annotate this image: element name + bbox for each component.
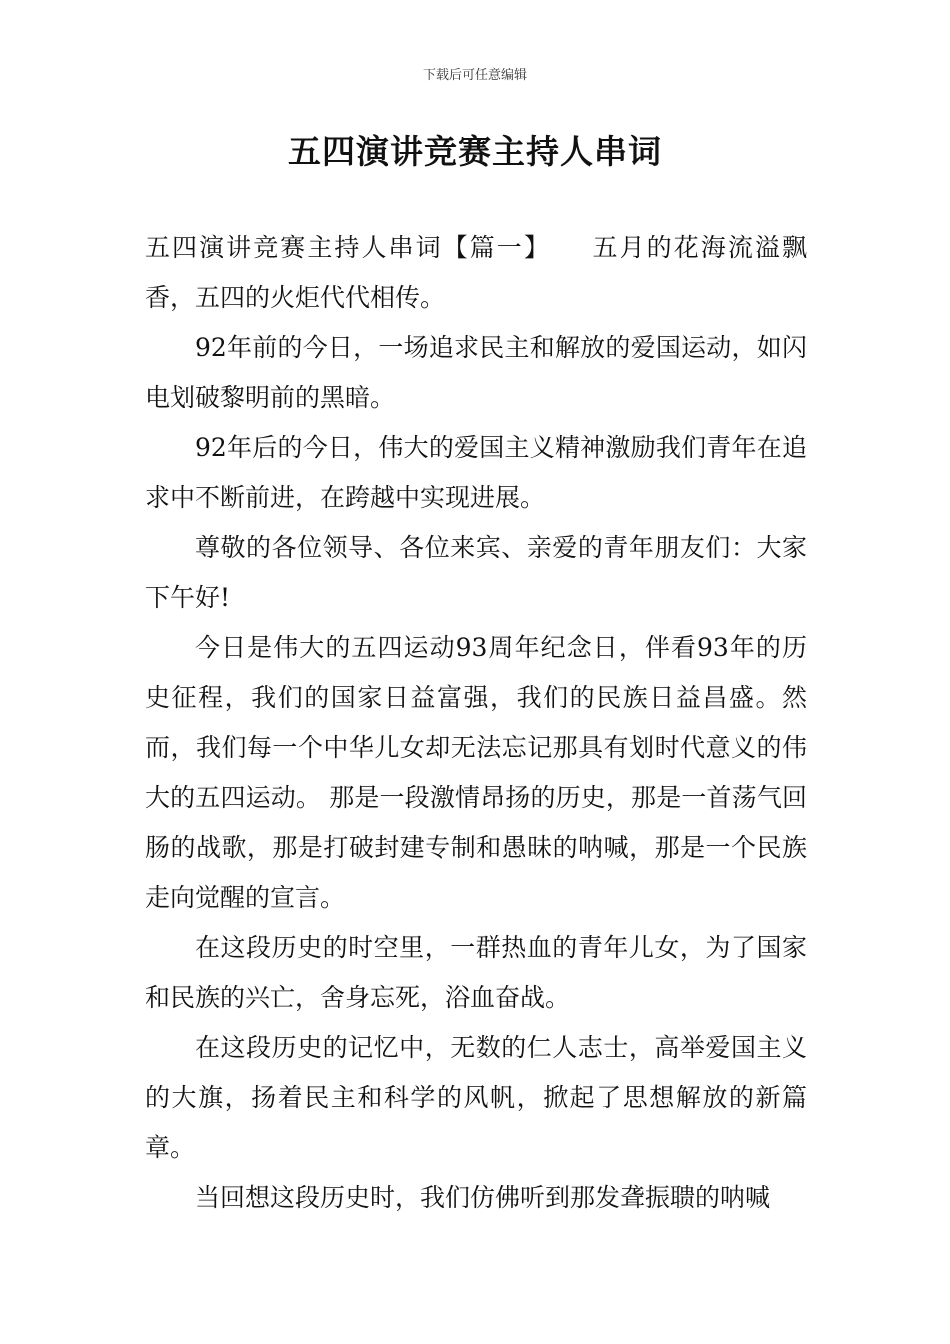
header-note: 下载后可任意编辑 <box>422 68 527 83</box>
document-body <box>145 223 807 1223</box>
paragraph: 92年前的今日，一场追求民主和解放的爱国运动，如闪电划破黎明前的黑暗。 <box>145 333 807 412</box>
paragraph: 在这段历史的记忆中，无数的仁人志士，高举爱国主义的大旗，扬着民主和科学的风帆，掀起了思想解放的新篇章。 <box>145 1033 807 1162</box>
paragraph: 在这段历史的时空里，一群热血的青年儿女，为了国家和民族的兴亡，舍身忘死，浴血奋战。 <box>145 933 807 1012</box>
paragraph: 尊敬的各位领导、各位来宾、亲爱的青年朋友们：大家下午好! <box>145 533 807 612</box>
paragraph: 92年后的今日，伟大的爱国主义精神激励我们青年在追求中不断前进，在跨越中实现进展。 <box>145 433 807 512</box>
document-title: 五四演讲竞赛主持人串词 <box>288 132 662 171</box>
paragraph: 今日是伟大的五四运动93周年纪念日，伴看93年的历史征程，我们的国家日益富强，我们的民族日益昌盛。然而，我们每一个中华儿女却无法忘记那具有划时代意义的伟大的五四运动。 那是一段激情昂扬的历史，那是一首荡气回肠的战歌，那是打破封建专制和愚昧的呐喊，那是一个民族走向觉醒的宣言。 <box>145 633 807 912</box>
paragraph: 当回想这段历史时，我们仿佛听到那发聋振聩的呐喊 <box>195 1183 771 1212</box>
paragraph: 五四演讲竞赛主持人串词【篇一】 五月的花海流溢飘香，五四的火炬代代相传。 <box>145 233 807 312</box>
